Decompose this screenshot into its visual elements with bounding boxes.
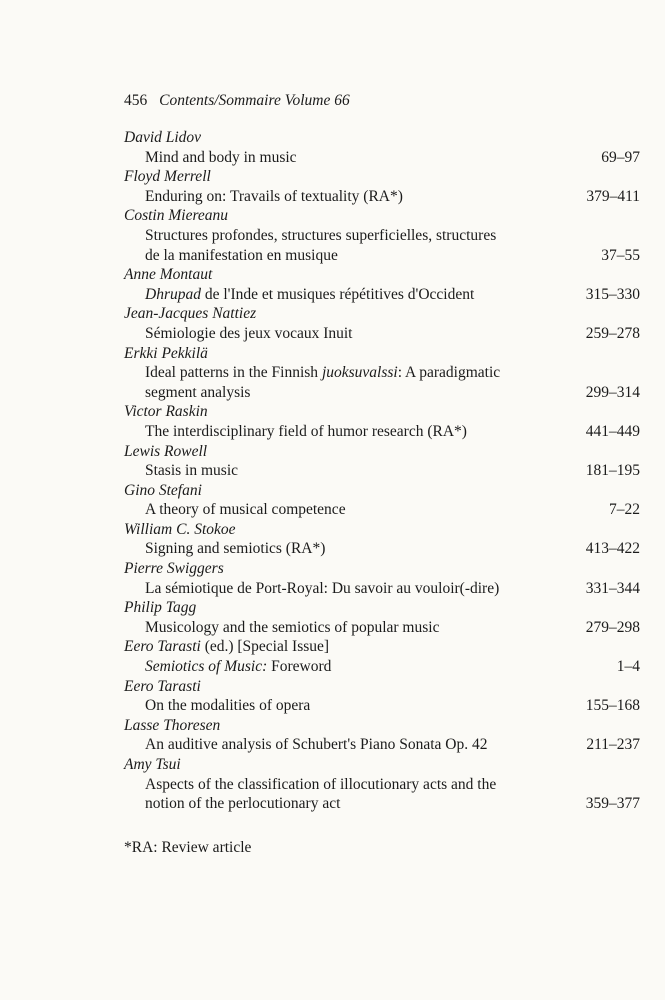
author-name: William C. Stokoe xyxy=(124,520,236,538)
entry-author xyxy=(124,755,640,775)
page-range: 359–377 xyxy=(585,795,640,813)
page-range: 1–4 xyxy=(616,658,640,676)
article-title-text: Semiotics of Music: xyxy=(145,658,268,676)
article-title-text: de la manifestation en musique xyxy=(145,246,338,264)
article-title-text: An auditive analysis of Schubert's Piano Sonata Op. 42 xyxy=(145,736,488,754)
article-title-line xyxy=(124,696,640,716)
article-title-line xyxy=(124,794,640,814)
article-title-text: Aspects of the classification of illocutionary acts and the xyxy=(145,775,497,793)
entry-author xyxy=(124,520,640,540)
article-title-line xyxy=(124,363,640,383)
entry-author xyxy=(124,128,640,148)
entry-author xyxy=(124,442,640,462)
page-number: 456 xyxy=(124,92,148,109)
entry-author xyxy=(124,167,640,187)
entry-author xyxy=(124,637,640,657)
contents-list xyxy=(124,128,640,814)
author-name: Gino Stefani xyxy=(124,481,202,499)
entry-author xyxy=(124,206,640,226)
author-name: Erkki Pekkilä xyxy=(124,344,208,362)
article-title-text: La sémiotique de Port-Royal: Du savoir au vouloir(-dire) xyxy=(145,579,500,597)
article-title-line xyxy=(124,618,640,638)
page-range: 279–298 xyxy=(585,618,640,636)
author-name: Costin Miereanu xyxy=(124,207,229,225)
article-title-text: de l'Inde et musiques répétitives d'Occident xyxy=(200,285,475,303)
article-title-line xyxy=(124,148,640,168)
author-name: Jean-Jacques Nattiez xyxy=(124,305,257,323)
running-title: Contents/Sommaire Volume 66 xyxy=(159,92,350,109)
page-range: 299–314 xyxy=(585,383,640,401)
article-title-text: : A paradigmatic xyxy=(397,364,501,382)
page-range: 441–449 xyxy=(585,422,640,440)
author-name: Anne Montaut xyxy=(124,266,213,284)
article-title-text: A theory of musical competence xyxy=(145,501,346,519)
article-title-line xyxy=(124,579,640,599)
entry-author xyxy=(124,481,640,501)
author-name: Eero Tarasti xyxy=(124,677,201,695)
article-title-text: Mind and body in music xyxy=(145,148,297,166)
page-range: 379–411 xyxy=(586,187,640,205)
article-title-line xyxy=(124,461,640,481)
article-title-line xyxy=(124,775,640,795)
author-note: (ed.) [Special Issue] xyxy=(200,638,330,656)
author-name: Lewis Rowell xyxy=(124,442,208,460)
author-name: Amy Tsui xyxy=(124,756,181,773)
page-range: 37–55 xyxy=(601,246,640,264)
entry-author xyxy=(124,304,640,324)
article-title-text: Stasis in music xyxy=(145,462,239,480)
entry-author xyxy=(124,402,640,422)
article-title-line xyxy=(124,246,640,266)
author-name: Floyd Merrell xyxy=(124,168,211,186)
footnote: *RA: Review article xyxy=(124,839,252,856)
page-header xyxy=(124,90,350,112)
article-title-line xyxy=(124,285,640,305)
page-range: 155–168 xyxy=(585,697,640,715)
entry-author xyxy=(124,716,640,736)
article-title-line xyxy=(124,422,640,442)
page-range: 315–330 xyxy=(585,285,640,303)
author-name: Victor Raskin xyxy=(124,403,208,421)
article-title-line xyxy=(124,226,640,246)
author-name: Philip Tagg xyxy=(124,599,197,617)
page-range: 69–97 xyxy=(601,148,640,166)
entry-author xyxy=(124,265,640,285)
article-title-text: Foreword xyxy=(267,658,332,676)
article-title-text: Dhrupad xyxy=(145,285,201,303)
article-title-text: Musicology and the semiotics of popular music xyxy=(145,618,440,636)
page-range: 7–22 xyxy=(609,501,640,519)
entry-author xyxy=(124,677,640,697)
author-name: Pierre Swiggers xyxy=(124,560,224,578)
article-title-text: The interdisciplinary field of humor research (RA*) xyxy=(145,422,467,440)
author-name: Lasse Thoresen xyxy=(124,716,221,734)
article-title-text: Signing and semiotics (RA*) xyxy=(145,540,326,558)
article-title-text: Enduring on: Travails of textuality (RA*) xyxy=(145,187,403,205)
article-title-text: segment analysis xyxy=(145,383,251,401)
author-name: David Lidov xyxy=(124,129,202,146)
entry-author xyxy=(124,598,640,618)
article-title-text: juoksuvalssi xyxy=(321,364,398,382)
entry-author xyxy=(124,559,640,579)
article-title-text: notion of the perlocutionary act xyxy=(145,795,341,813)
article-title-text: Sémiologie des jeux vocaux Inuit xyxy=(145,324,353,342)
article-title-line xyxy=(124,735,640,755)
article-title-text: Ideal patterns in the Finnish xyxy=(145,364,322,382)
article-title-line xyxy=(124,657,640,677)
article-title-line xyxy=(124,187,640,207)
page-range: 211–237 xyxy=(586,736,640,754)
article-title-text: On the modalities of opera xyxy=(145,697,311,715)
page-range: 181–195 xyxy=(585,462,640,480)
page-range: 331–344 xyxy=(585,579,640,597)
article-title-line xyxy=(124,539,640,559)
article-title-line xyxy=(124,324,640,344)
page-range: 413–422 xyxy=(585,540,640,558)
page-range: 259–278 xyxy=(585,324,640,342)
article-title-line xyxy=(124,500,640,520)
author-name: Eero Tarasti xyxy=(124,638,201,656)
entry-author xyxy=(124,344,640,364)
article-title-line xyxy=(124,383,640,403)
article-title-text: Structures profondes, structures superficielles, structures xyxy=(145,226,497,244)
